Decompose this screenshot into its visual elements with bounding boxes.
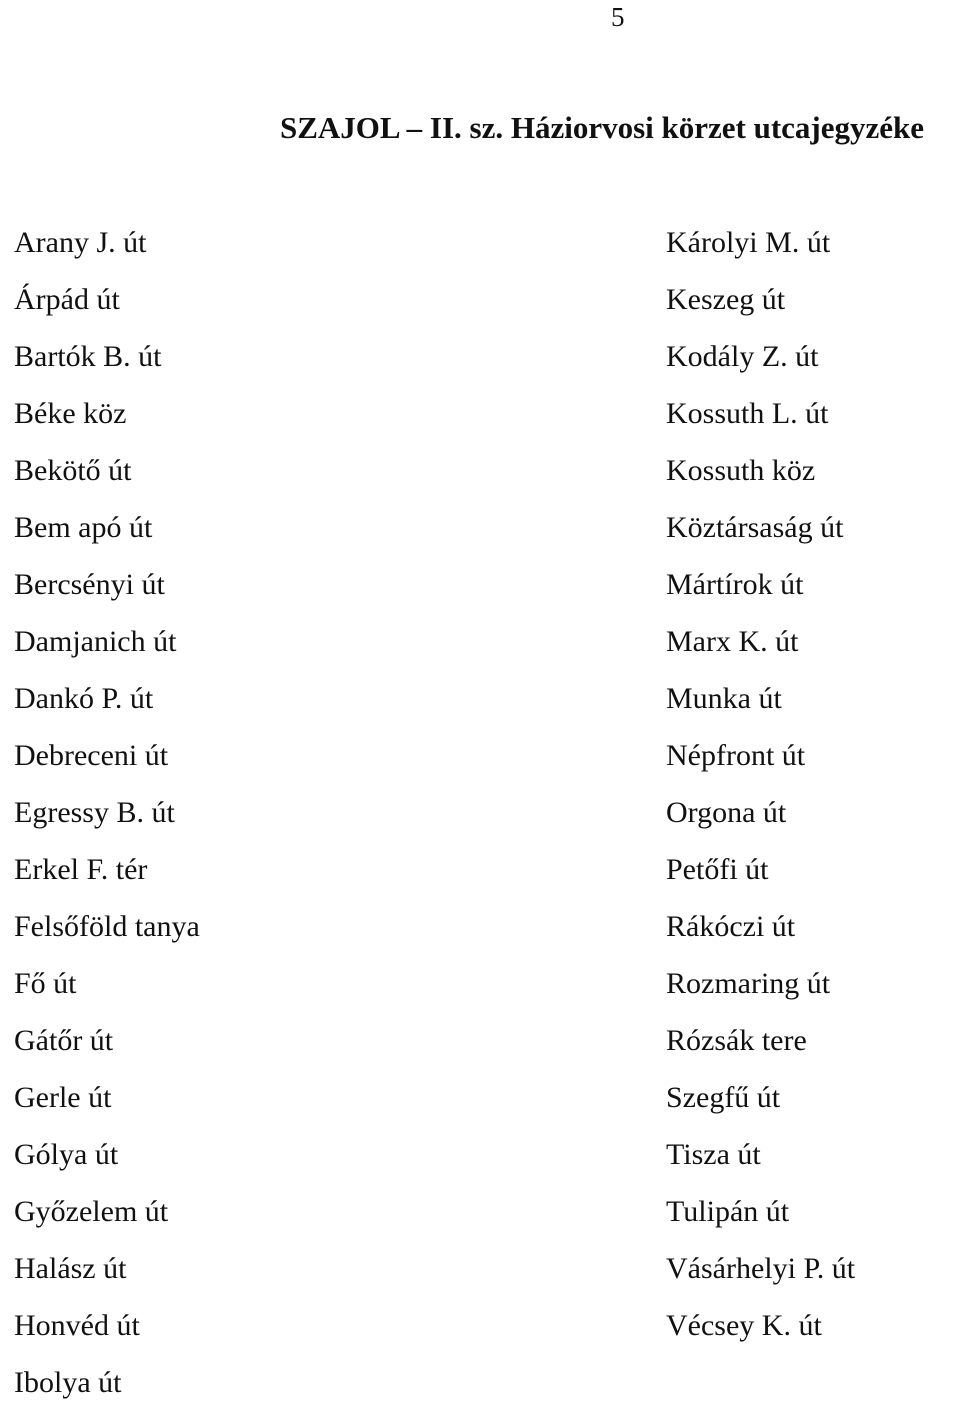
street-item: Gólya út <box>14 1138 119 1171</box>
street-item: Arany J. út <box>14 226 147 259</box>
street-item: Orgona út <box>666 796 787 829</box>
street-item: Bem apó út <box>14 511 153 544</box>
street-list-left <box>14 224 614 1421</box>
street-item: Erkel F. tér <box>14 853 148 886</box>
street-item: Gerle út <box>14 1081 112 1114</box>
street-item: Kodály Z. út <box>666 340 819 373</box>
street-item: Debreceni út <box>14 739 169 772</box>
street-item: Tisza út <box>666 1138 761 1171</box>
street-item: Fő út <box>14 967 77 1000</box>
street-item: Bekötő út <box>14 454 132 487</box>
street-item: Bercsényi út <box>14 568 165 601</box>
street-item: Vécsey K. út <box>666 1309 822 1342</box>
street-item: Mártírok út <box>666 568 804 601</box>
page-number: 5 <box>611 2 625 32</box>
street-item: Béke köz <box>14 397 127 430</box>
street-item: Damjanich út <box>14 625 177 658</box>
street-item: Rákóczi út <box>666 910 796 943</box>
street-item: Népfront út <box>666 739 806 772</box>
street-item: Egressy B. út <box>14 796 175 829</box>
street-item: Kossuth L. út <box>666 397 829 430</box>
street-item: Honvéd út <box>14 1309 140 1342</box>
street-item: Dankó P. út <box>14 682 154 715</box>
street-item: Rozmaring út <box>666 967 831 1000</box>
street-item: Kossuth köz <box>666 454 816 487</box>
street-item: Szegfű út <box>666 1081 781 1114</box>
street-item: Felsőföld tanya <box>14 910 200 943</box>
street-item: Győzelem út <box>14 1195 169 1228</box>
street-item: Köztársaság út <box>666 511 844 544</box>
street-item: Ibolya út <box>14 1366 122 1399</box>
street-item: Károlyi M. út <box>666 226 831 259</box>
street-item: Munka út <box>666 682 782 715</box>
street-list-right <box>666 224 956 1364</box>
street-item: Keszeg út <box>666 283 786 316</box>
street-item: Halász út <box>14 1252 127 1285</box>
street-item: Bartók B. út <box>14 340 162 373</box>
street-item: Tulipán út <box>666 1195 790 1228</box>
document-title: SZAJOL – II. sz. Háziorvosi körzet utcajegyzéke <box>280 110 925 145</box>
street-item: Marx K. út <box>666 625 799 658</box>
street-item: Gátőr út <box>14 1024 114 1057</box>
street-item: Vásárhelyi P. út <box>666 1252 856 1285</box>
street-item: Rózsák tere <box>666 1024 807 1057</box>
street-item: Árpád út <box>14 283 120 316</box>
street-item: Petőfi út <box>666 853 769 886</box>
